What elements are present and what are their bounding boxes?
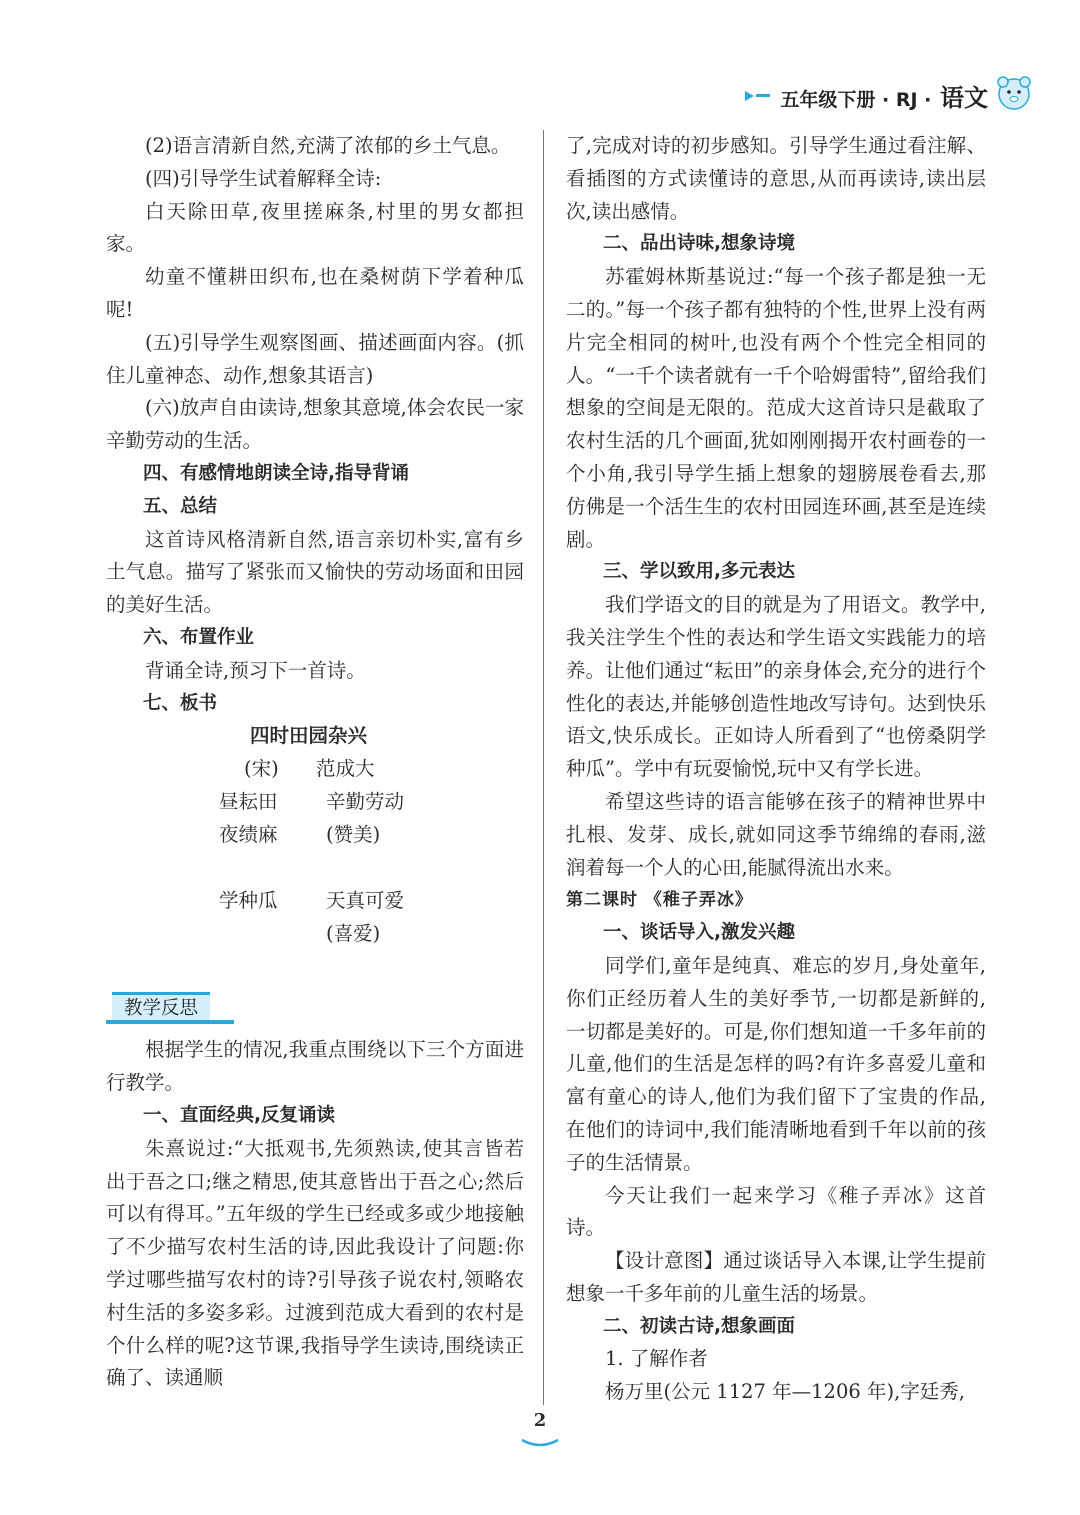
board-line: 学种瓜 (219, 889, 278, 913)
subject-label: 语文 (940, 84, 988, 112)
page-number-arc-icon (520, 1438, 560, 1448)
paragraph: 今天让我们一起来学习《稚子弄冰》这首诗。 (566, 1183, 986, 1240)
section-heading: 一、直面经典,反复诵读 (143, 1104, 336, 1126)
paragraph: 根据学生的情况,我重点围绕以下三个方面进行教学。 (106, 1038, 524, 1095)
paragraph: 杨万里(公元 1127 年—1206 年),字廷秀, (605, 1380, 965, 1404)
board-line: 夜绩麻 (219, 823, 278, 847)
paragraph: 朱熹说过:“大抵观书,先须熟读,使其言皆若出于吾之口;继之精思,使其意皆出于吾之心;然后可以有得耳。”五年级的学生已经或多或少地接触了不少描写农村生活的诗,因此我设计了问题:你学过哪些描写农村的诗?引导孩子说农村,领略农村生活的多姿多彩。过渡到范成大看到的农村是个什么样的呢?这节课,我指导学生读诗,围绕读正确了、读通顺 (106, 1136, 524, 1390)
reflection-banner (106, 992, 524, 1022)
bear-mascot-icon (994, 72, 1034, 112)
paragraph: 了,完成对诗的初步感知。引导学生通过看注解、看插图的方式读懂诗的意思,从而再读诗,读出层次,读出感情。 (566, 134, 986, 223)
section-heading: 二、品出诗味,想象诗境 (603, 233, 796, 255)
board-line: (赞美) (326, 823, 381, 847)
board-dynasty: (宋) (244, 757, 279, 781)
paragraph: 白天除田草,夜里搓麻条,村里的男女都担家。 (106, 199, 524, 256)
board-line: 昼耘田 (219, 790, 278, 814)
section-heading: 一、谈话导入,激发兴趣 (603, 922, 796, 944)
page-header (745, 78, 988, 113)
section-heading: 七、板书 (143, 692, 218, 714)
paragraph: 同学们,童年是纯真、难忘的岁月,身处童年,你们正经历着人生的美好季节,一切都是新鲜的,一切都是美好的。可是,你们想知道一千多年前的儿童,他们的生活是怎样的吗?有许多喜爱儿童和富有童心的诗人,他们为我们留下了宝贵的作品,在他们的诗词中,我们能清晰地看到千年以前的孩子的生活情景。 (566, 953, 986, 1174)
header-arrow-icon (745, 91, 770, 101)
banner-underline (106, 1020, 234, 1024)
board-line: 天真可爱 (326, 889, 405, 913)
section-heading: 四、有感情地朗读全诗,指导背诵 (143, 462, 410, 484)
paragraph: 幼童不懂耕田织布,也在桑树荫下学着种瓜呢! (106, 265, 524, 321)
paragraph: 我们学语文的目的就是为了用语文。教学中,我关注学生个性的表达和学生语文实践能力的培养。让他们通过“耘田”的亲身体会,充分的进行个性化的表达,并能够创造性地改写诗句。达到快乐语文,快乐成长。正如诗人所看到了“也傍桑阴学种瓜”。学中有玩耍愉悦,玩中又有学长进。 (566, 593, 986, 781)
right-column (566, 130, 986, 1409)
lesson-title: 第二课时 《稚子弄冰》 (566, 890, 753, 911)
section-heading: 五、总结 (143, 495, 218, 517)
paragraph: 希望这些诗的语言能够在孩子的精神世界中扎根、发芽、成长,就如同这季节绵绵的春雨,滋润着每一个人的心田,能腻得流出水来。 (566, 789, 986, 879)
section-heading: 六、布置作业 (143, 626, 255, 648)
blackboard-outline (106, 720, 524, 982)
section-heading: 三、学以致用,多元表达 (603, 561, 796, 583)
board-line: 辛勤劳动 (326, 790, 405, 814)
paragraph: 【设计意图】通过谈话导入本课,让学生提前想象一千多年前的儿童生活的场景。 (566, 1249, 986, 1305)
paragraph: 苏霍姆林斯基说过:“每一个孩子都是独一无二的。”每一个孩子都有独特的个性,世界上没有两片完全相同的树叶,也没有两个个性完全相同的人。“一千个读者就有一千个哈姆雷特”,留给我们想象的空间是无限的。范成大这首诗只是截取了农村生活的几个画面,犹如刚刚揭开农村画卷的一个小角,我引导学生插上想象的翅膀展卷看去,那仿佛是一个活生生的农村田园连环画,甚至是连续剧。 (566, 265, 986, 551)
board-line: (喜爱) (326, 922, 381, 946)
paragraph: 背诵全诗,预习下一首诗。 (145, 658, 366, 682)
paragraph: (五)引导学生观察图画、描述画面内容。(抓住儿童神态、动作,想象其语言) (106, 330, 524, 387)
paragraph: (六)放声自由读诗,想象其意境,体会农民一家辛勤劳动的生活。 (106, 396, 524, 453)
column-divider (543, 130, 544, 1405)
book-title: 五年级下册 · RJ · 语文 (780, 84, 988, 112)
paragraph: 这首诗风格清新自然,语言亲切朴实,富有乡土气息。描写了紧张而又愉快的劳动场面和田园的美好生活。 (106, 527, 524, 617)
page-number: 2 (533, 1410, 547, 1431)
board-title: 四时田园杂兴 (250, 724, 368, 748)
paragraph: (四)引导学生试着解释全诗: (145, 166, 382, 190)
board-author: 范成大 (316, 757, 375, 781)
paragraph: (2)语言清新自然,充满了浓郁的乡土气息。 (145, 134, 511, 157)
paragraph: 1. 了解作者 (605, 1347, 708, 1371)
reflection-tag: 教学反思 (112, 992, 210, 1022)
left-column (106, 130, 524, 1395)
section-heading: 二、初读古诗,想象画面 (603, 1315, 796, 1337)
